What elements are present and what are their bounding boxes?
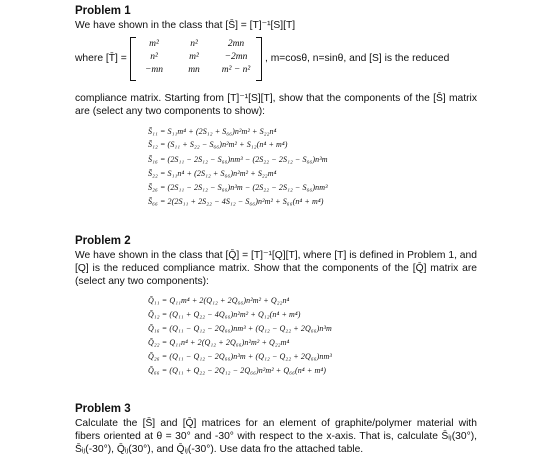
problem1-title: Problem 1 [75,5,131,17]
where-label: where [T̄] = [75,53,127,64]
matrix-cell: −mn [144,65,164,75]
problem1-equation: S̄₁₂ = (S₁₁ + S₂₂ − S₆₆)n²m² + S₁₂(n⁴ + m⁴) [148,140,288,149]
matrix-cell: m² [189,52,199,62]
problem2-equation: Q̄₂₆ = (Q₁₁ − Q₁₂ − 2Q₆₆)n³m + (Q₁₂ − Q₂₂ + 2Q₆₆)nm³ [148,352,332,361]
matrix-cell: n² [190,39,198,49]
problem1-equation: S̄₂₂ = S₁₁n⁴ + (2S₁₂ + S₆₆)n²m² + S₂₂m⁴ [148,169,277,178]
problem2-equation: Q̄₂₂ = Q₁₁n⁴ + 2(Q₁₂ + 2Q₆₆)n²m² + Q₂₂m⁴ [148,338,290,347]
problem2-equation: Q̄₁₂ = (Q₁₁ + Q₂₂ − 4Q₆₆)n²m² + Q₁₂(n⁴ + m⁴) [148,310,301,319]
matrix-right-bracket [256,37,262,81]
matrix-cell: m² [149,39,159,49]
problem2-body: We have shown in the class that [Q̄] = [T]⁻¹[Q][T], where [T] is defined in Problem 1, and [Q] is the reduced compliance matrix. Show that the components of the [Q̄] matrix are (select any two components): [75,250,477,287]
problem2-title: Problem 2 [75,235,131,247]
problem2-equation: Q̄₁₁ = Q₁₁m⁴ + 2(Q₁₂ + 2Q₆₆)n²m² + Q₂₂n⁴ [148,296,290,305]
problem3-body: Calculate the [S̄] and [Q̄] matrices for an element of graphite/polymer material with fibers oriented at θ = 30° and -30° with respect to the x-axis. That is, calculate S̄ᵢⱼ(30°), S̄ᵢⱼ(-30°), Q̄ᵢⱼ(30°), and Q̄ᵢⱼ(-30°). Use data fro the attached table. [75,418,477,455]
matrix-cell: mn [188,65,200,75]
problem1-equation: S̄₂₆ = (2S₁₁ − 2S₁₂ − S₆₆)n³m − (2S₂₂ − 2S₁₂ − S₆₆)nm³ [148,183,328,192]
transformation-matrix [130,37,262,79]
problem2-equation: Q̄₆₆ = (Q₁₁ + Q₂₂ − 2Q₁₂ − 2Q₆₆)n²m² + Q₆₆(n⁴ + m⁴) [148,366,326,375]
matrix-definition-text: , m=cosθ, n=sinθ, and [S] is the reduced [265,53,450,64]
matrix-cell: −2mn [224,52,248,62]
problem1-intro: We have shown in the class that [S̄] = [T]⁻¹[S][T] [75,20,296,31]
matrix-cell: 2mn [227,39,245,49]
matrix-cell: m² − n² [221,65,251,75]
problem1-body: compliance matrix. Starting from [T]⁻¹[S][T], show that the components of the [S̄] matrix are (select any two components to show): [75,93,477,117]
problem1-equation: S̄₆₆ = 2(2S₁₁ + 2S₂₂ − 4S₁₂ − S₆₆)n²m² + S₆₆(n⁴ + m⁴) [148,197,324,206]
problem1-equation: S̄₁₁ = S₁₁m⁴ + (2S₁₂ + S₆₆)n²m² + S₂₂n⁴ [148,127,277,136]
problem2-equation: Q̄₁₆ = (Q₁₁ − Q₁₂ − 2Q₆₆)nm³ + (Q₁₂ − Q₂₂ + 2Q₆₆)n³m [148,324,332,333]
matrix-cell: n² [150,52,158,62]
problem3-title: Problem 3 [75,403,131,415]
problem1-equation: S̄₁₆ = (2S₁₁ − 2S₁₂ − S₆₆)nm³ − (2S₂₂ − 2S₁₂ − S₆₆)n³m [148,155,328,164]
